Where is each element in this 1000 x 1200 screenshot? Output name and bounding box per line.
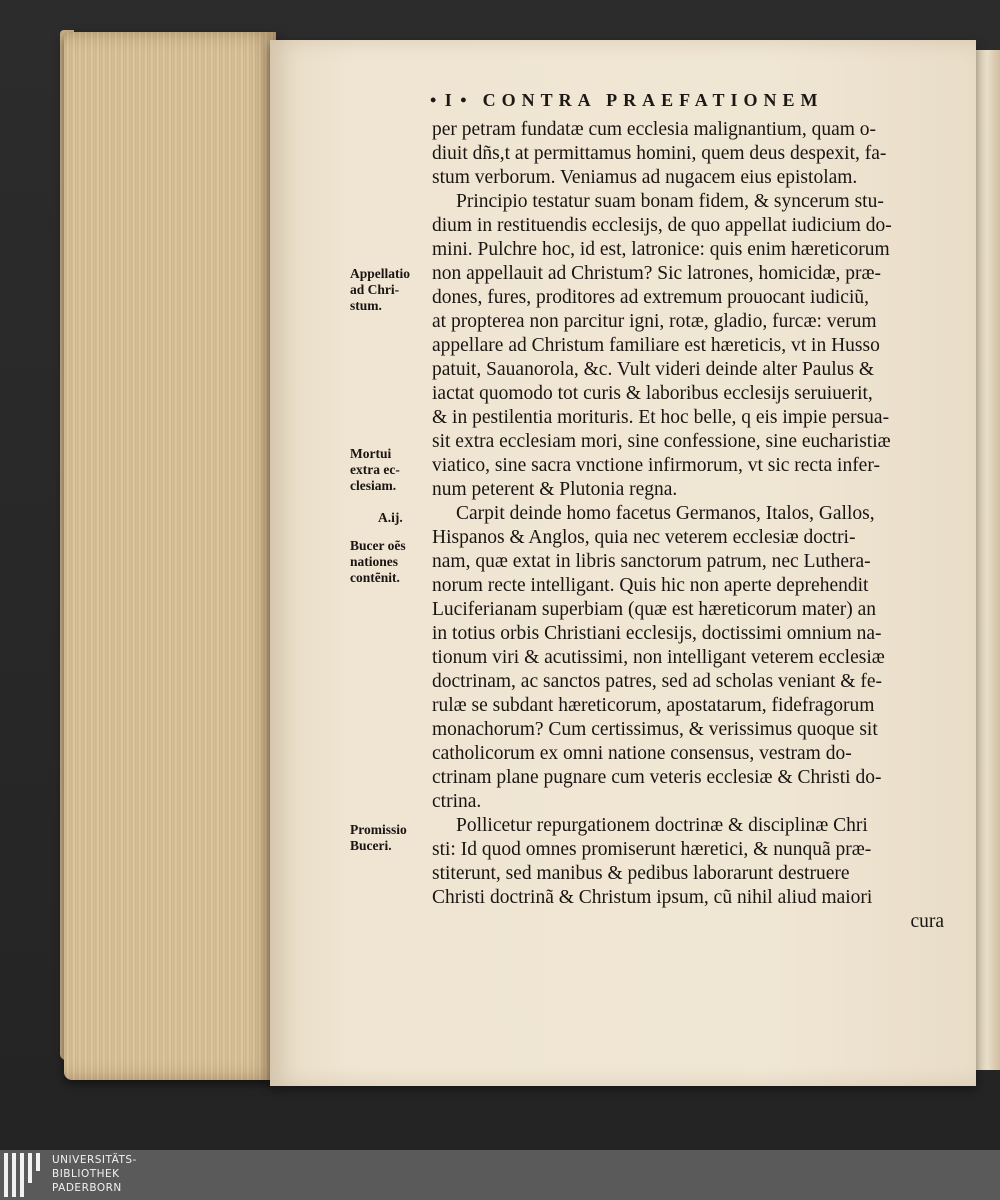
margin-note-line: stum.: [350, 298, 382, 313]
text-line: per petram fundatæ cum ecclesia malignantium, quam o-: [432, 119, 877, 140]
text-line: stiterunt, sed manibus & pedibus laborarunt destruere: [432, 863, 850, 884]
signature-text: A.ij.: [378, 510, 403, 525]
header-ornament: • I •: [430, 90, 469, 110]
margin-note-line: nationes: [350, 554, 399, 569]
margin-note-appellatio: [350, 266, 430, 314]
catchword: cura: [910, 911, 944, 932]
text-line: norum recte intelligant. Quis hic non aperte deprehendit: [432, 575, 869, 596]
text-line: nam, quæ extat in libris sanctorum patrum, nec Luthera-: [432, 551, 871, 572]
text-line: sit extra ecclesiam mori, sine confessione, sine eucharistiæ: [432, 431, 891, 452]
text-line: Principio testatur suam bonam fidem, & syncerum stu-: [456, 191, 884, 212]
library-name-line: PADERBORN: [52, 1182, 122, 1194]
margin-note-promissio: [350, 822, 430, 854]
margin-note-line: Promissio: [350, 822, 407, 837]
text-line: Carpit deinde homo facetus Germanos, Italos, Gallos,: [456, 503, 875, 524]
margin-note-line: Bucer oẽs: [350, 538, 406, 553]
text-line: ctrina.: [432, 791, 482, 812]
margin-note-line: contẽnit.: [350, 570, 400, 585]
text-line: & in pestilentia morituris. Et hoc belle, q eis impie persua-: [432, 407, 890, 428]
text-line: stum verborum. Veniamus ad nugacem eius epistolam.: [432, 167, 858, 188]
margin-note-line: extra ec-: [350, 462, 400, 477]
margin-note-line: clesiam.: [350, 478, 397, 493]
text-line: in totius orbis Christiani ecclesijs, doctissimi omnium na-: [432, 623, 882, 644]
text-line: appellare ad Christum familiare est hæreticis, vt in Husso: [432, 335, 880, 356]
text-line: dones, fures, proditores ad extremum prouocant iudiciũ,: [432, 287, 870, 308]
signature-mark: [378, 510, 458, 526]
text-line: dium in restituendis ecclesijs, de quo appellat iudicium do-: [432, 215, 892, 236]
text-line: non appellauit ad Christum? Sic latrones, homicidæ, præ-: [432, 263, 881, 284]
text-line: diuit dñs,t at permittamus homini, quem deus despexit, fa-: [432, 143, 887, 164]
margin-note-line: ad Chri-: [350, 282, 400, 297]
library-name: [52, 1153, 137, 1195]
book-page-edges: [64, 32, 276, 1080]
margin-note-bucer: [350, 538, 430, 586]
margin-note-line: Buceri.: [350, 838, 392, 853]
text-line: Christi doctrinã & Christum ipsum, cũ nihil aliud maiori: [432, 887, 873, 908]
text-line: rulæ se subdant hæreticorum, apostatarum, fidefragorum: [432, 695, 875, 716]
library-name-line: BIBLIOTHEK: [52, 1168, 120, 1180]
body-text: [432, 118, 944, 934]
text-line: sti: Id quod omnes promiserunt hæretici, & nunquã præ-: [432, 839, 872, 860]
text-line: viatico, sine sacra vnctione infirmorum, vt sic recta infer-: [432, 455, 880, 476]
library-logo-icon: [4, 1153, 46, 1197]
text-line: Hispanos & Anglos, quia nec veterem ecclesiæ doctri-: [432, 527, 856, 548]
text-line: catholicorum ex omni natione consensus, vestram do-: [432, 743, 852, 764]
text-line: monachorum? Cum certissimus, & verissimus quoque sit: [432, 719, 878, 740]
margin-note-line: Mortui: [350, 446, 392, 461]
text-line: Pollicetur repurgationem doctrinæ & disciplinæ Chri: [456, 815, 868, 836]
text-line: ctrinam plane pugnare cum veteris ecclesiæ & Christi do-: [432, 767, 882, 788]
header-title: CONTRA PRAEFATIONEM: [482, 90, 824, 110]
library-name-line: UNIVERSITÄTS-: [52, 1154, 137, 1166]
text-line: at propterea non parcitur igni, rotæ, gladio, furcæ: verum: [432, 311, 877, 332]
margin-note-mortui: [350, 446, 430, 494]
text-line: iactat quomodo tot curis & laboribus ecclesijs seruiuerit,: [432, 383, 873, 404]
text-line: doctrinam, ac sanctos patres, sed ad scholas veniant & fe-: [432, 671, 882, 692]
text-line: Luciferianam superbiam (quæ est hæreticorum mater) an: [432, 599, 877, 620]
library-footer-bar: [0, 1150, 1000, 1200]
text-line: mini. Pulchre hoc, id est, latronice: quis enim hæreticorum: [432, 239, 890, 260]
text-line: patuit, Sauanorola, &c. Vult videri deinde alter Paulus &: [432, 359, 874, 380]
text-line: tionum viri & acutissimi, non intelligant veterem ecclesiæ: [432, 647, 885, 668]
margin-note-line: Appellatio: [350, 266, 411, 281]
text-line: num peterent & Plutonia regna.: [432, 479, 678, 500]
running-header: [430, 90, 950, 114]
